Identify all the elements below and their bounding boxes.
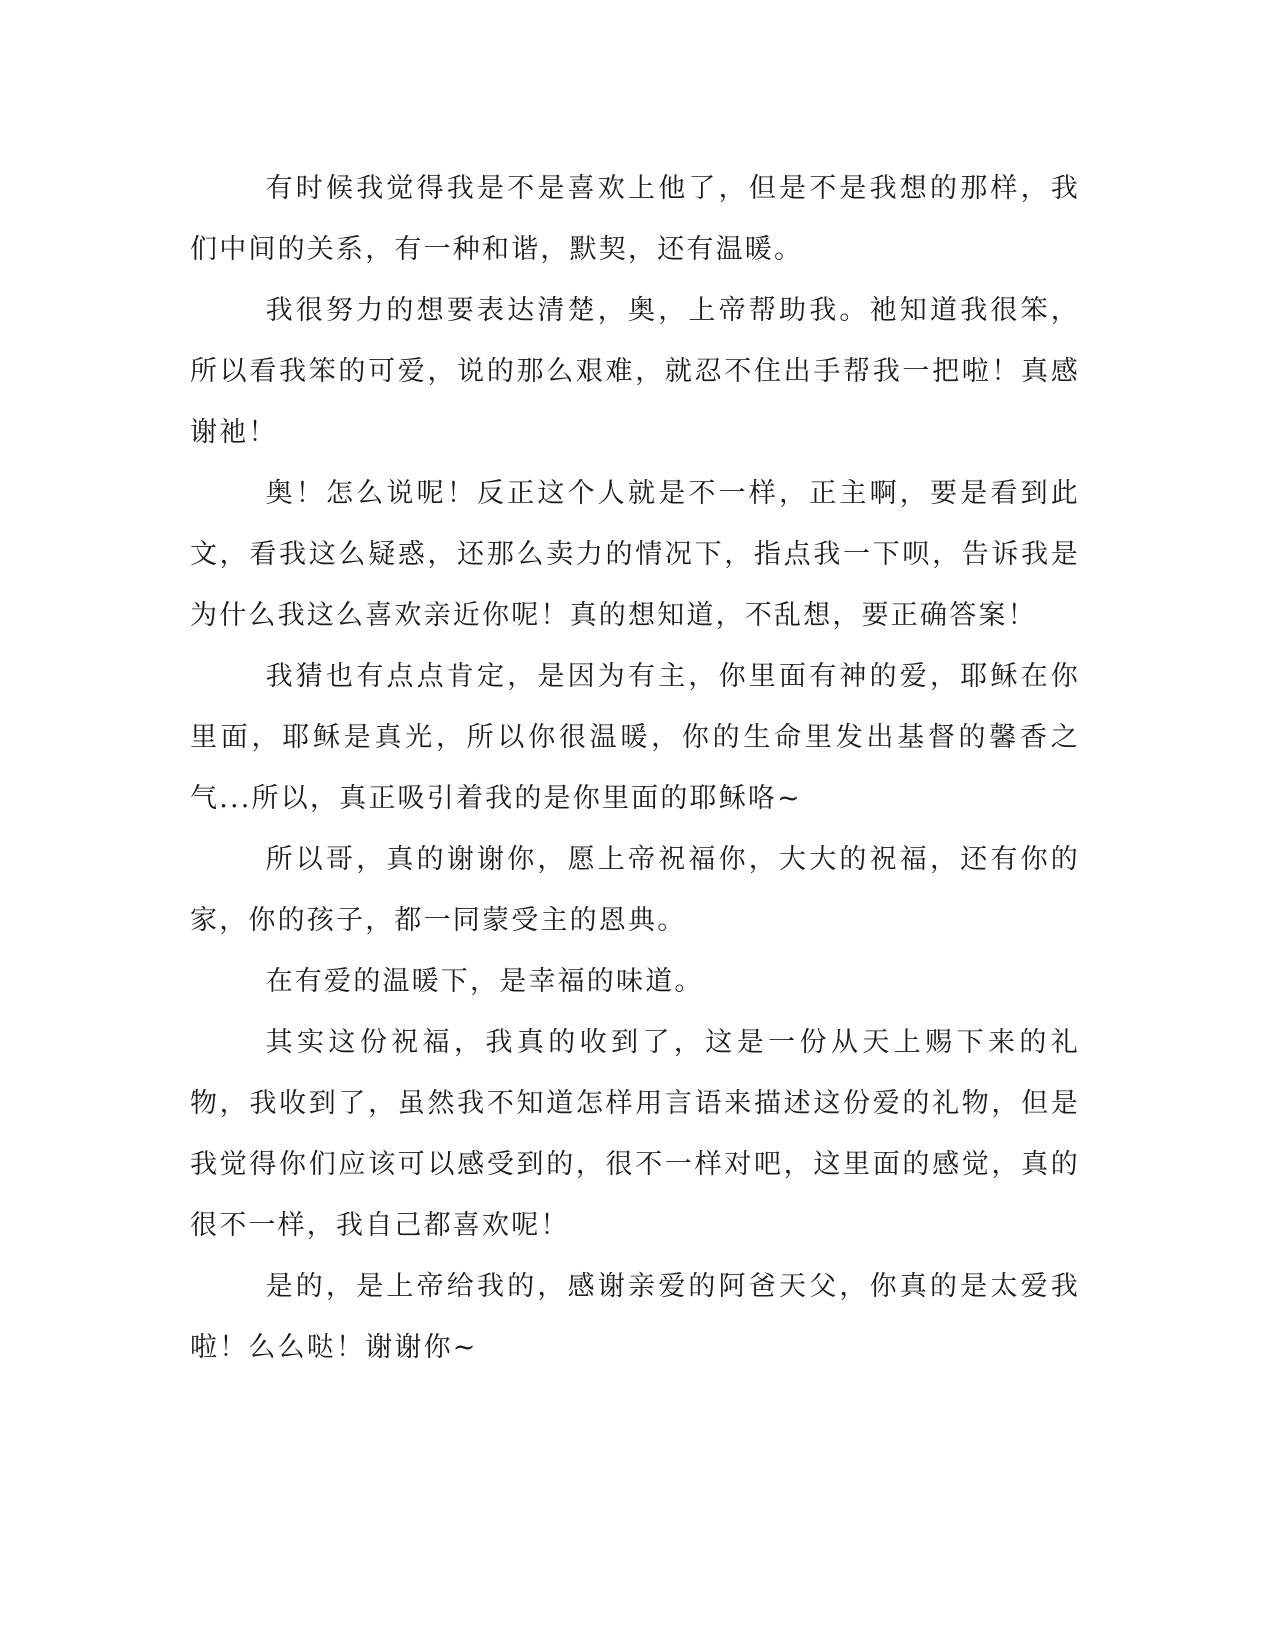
paragraph: 有时候我觉得我是不是喜欢上他了，但是不是我想的那样，我们中间的关系，有一种和谐，默契，还有温暖。	[190, 173, 1080, 265]
paragraph: 我猜也有点点肯定，是因为有主，你里面有神的爱，耶稣在你里面，耶稣是真光，所以你很温暖，你的生命里发出基督的馨香之气...所以，真正吸引着我的是你里面的耶稣咯~	[190, 661, 1080, 814]
paragraph: 我很努力的想要表达清楚，奥，上帝帮助我。祂知道我很笨，所以看我笨的可爱，说的那么艰难，就忍不住出手帮我一把啦！真感谢祂！	[190, 295, 1080, 448]
paragraph: 所以哥，真的谢谢你，愿上帝祝福你，大大的祝福，还有你的家，你的孩子，都一同蒙受主的恩典。	[190, 844, 1080, 936]
paragraph: 其实这份祝福，我真的收到了，这是一份从天上赐下来的礼物，我收到了，虽然我不知道怎样用言语来描述这份爱的礼物，但是我觉得你们应该可以感受到的，很不一样对吧，这里面的感觉，真的很不一样，我自己都喜欢呢！	[190, 1027, 1080, 1241]
paragraph: 在有爱的温暖下，是幸福的味道。	[265, 966, 704, 997]
paragraph: 奥！怎么说呢！反正这个人就是不一样，正主啊，要是看到此文，看我这么疑惑，还那么卖力的情况下，指点我一下呗，告诉我是为什么我这么喜欢亲近你呢！真的想知道，不乱想，要正确答案！	[190, 478, 1080, 631]
paragraph: 是的，是上帝给我的，感谢亲爱的阿爸天父，你真的是太爱我啦！么么哒！谢谢你~	[190, 1271, 1080, 1363]
document-body	[190, 158, 1080, 1378]
